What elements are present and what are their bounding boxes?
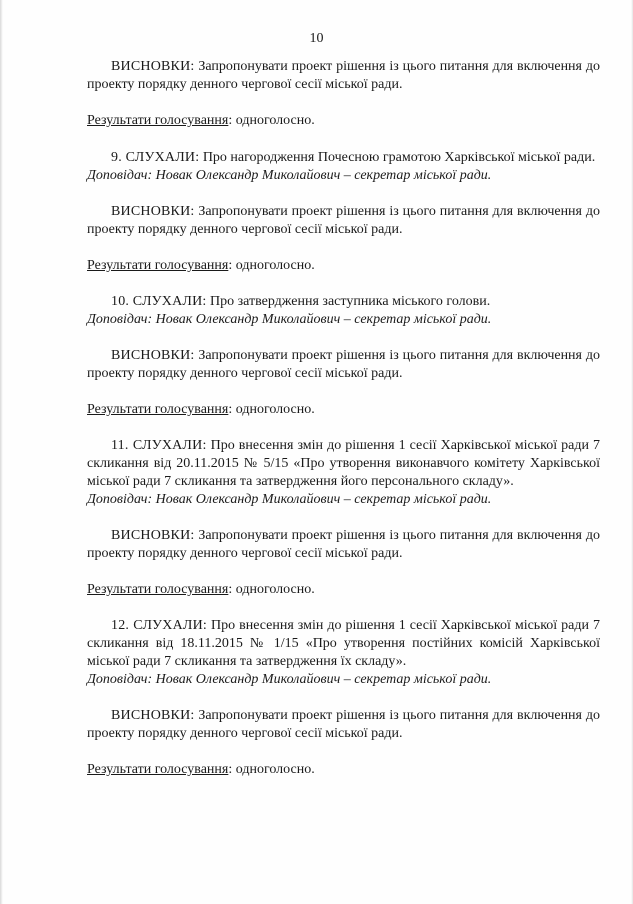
voting-result-label: Результати голосування [87,258,229,273]
conclusion-label: ВИСНОВКИ: [111,528,195,543]
voting-result-value: : одноголосно. [228,113,315,128]
voting-result [87,761,600,779]
agenda-item-9 [87,149,600,275]
heard-text: Про внесення змін до рішення 1 сесії Харківської міської ради 7 скликання від 20.11.2015 № 5/15 «Про утворення виконавчого комітету Харківської міської ради 7 скликання та затвердження його персонального складу». [87,438,600,489]
voting-result [87,581,600,599]
voting-result-label: Результати голосування [87,402,229,417]
voting-result-label: Результати голосування [87,762,229,777]
heard-text: Про внесення змін до рішення 1 сесії Харківської міської ради 7 скликання від 18.11.2015 № 1/15 «Про утворення постійних комісій Харківської міської ради 7 скликання та затвердження їх складу». [87,618,600,669]
heard-paragraph [87,617,600,671]
conclusion-paragraph [87,347,600,383]
conclusion-label: ВИСНОВКИ: [111,348,195,363]
voting-result-label: Результати голосування [87,582,229,597]
voting-result-value: : одноголосно. [228,582,315,597]
voting-result [87,257,600,275]
conclusion-paragraph [87,58,600,94]
conclusion-text: Запропонувати проект рішення із цього питання для включення до проекту порядку денного чергової сесії міської ради. [87,348,600,381]
speaker-line: Доповідач: Новак Олександр Миколайович – секретар міської ради. [87,168,492,183]
voting-result [87,401,600,419]
heard-label: 11. СЛУХАЛИ: [111,438,207,453]
voting-result-value: : одноголосно. [228,258,315,273]
scan-edge-left [0,0,3,904]
conclusion-label: ВИСНОВКИ: [111,204,195,219]
agenda-item-8-tail [87,58,600,130]
speaker-line: Доповідач: Новак Олександр Миколайович – секретар міської ради. [87,492,492,507]
heard-paragraph [87,437,600,491]
voting-result-value: : одноголосно. [228,402,315,417]
agenda-item-10 [87,293,600,419]
heard-text: Про нагородження Почесною грамотою Харківської міської ради. [199,150,596,165]
heard-label: 10. СЛУХАЛИ: [111,294,207,309]
voting-result-label: Результати голосування [87,113,229,128]
conclusion-text: Запропонувати проект рішення із цього питання для включення до проекту порядку денного чергової сесії міської ради. [87,59,600,92]
conclusion-text: Запропонувати проект рішення із цього питання для включення до проекту порядку денного чергової сесії міської ради. [87,528,600,561]
heard-label: 12. СЛУХАЛИ: [111,618,208,633]
conclusion-label: ВИСНОВКИ: [111,708,195,723]
conclusion-label: ВИСНОВКИ: [111,59,195,74]
minutes-body [87,58,600,779]
conclusion-paragraph [87,203,600,239]
speaker-line: Доповідач: Новак Олександр Миколайович – секретар міської ради. [87,672,492,687]
heard-label: 9. СЛУХАЛИ: [111,150,200,165]
conclusion-text: Запропонувати проект рішення із цього питання для включення до проекту порядку денного чергової сесії міської ради. [87,204,600,237]
conclusion-text: Запропонувати проект рішення із цього питання для включення до проекту порядку денного чергової сесії міської ради. [87,708,600,741]
voting-result-value: : одноголосно. [228,762,315,777]
agenda-item-12 [87,617,600,779]
voting-result [87,112,600,130]
conclusion-paragraph [87,527,600,563]
heard-text: Про затвердження заступника міського голови. [206,294,491,309]
conclusion-paragraph [87,707,600,743]
speaker-line: Доповідач: Новак Олександр Миколайович – секретар міської ради. [87,312,492,327]
heard-paragraph [87,293,600,311]
page-number: 10 [309,31,324,46]
agenda-item-11 [87,437,600,599]
heard-paragraph [87,149,600,167]
